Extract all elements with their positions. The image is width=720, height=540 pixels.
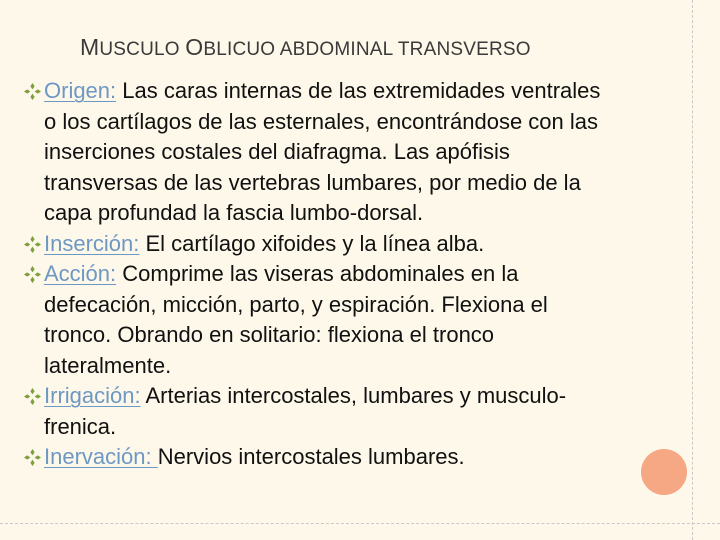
title-cap-2: O xyxy=(185,34,204,60)
diamond-bullet-icon xyxy=(24,236,41,253)
label-irrigacion: Irrigación: xyxy=(44,383,141,408)
list-item-inervacion xyxy=(24,442,720,473)
bullet-list xyxy=(24,76,720,473)
horizontal-dashed-divider xyxy=(0,523,720,524)
accion-text-1: Comprime las viseras abdominales en la xyxy=(116,261,519,286)
origen-text-1: Las caras internas de las extremidades ventrales xyxy=(116,78,601,103)
label-origen: Origen: xyxy=(44,78,117,103)
label-insercion: Inserción: xyxy=(44,230,140,256)
title-rest-2: BLICUO ABDOMINAL TRANSVERSO xyxy=(203,39,531,60)
insercion-text-1: El cartílago xifoides y la línea alba. xyxy=(139,230,485,256)
list-item-accion xyxy=(24,259,720,381)
diamond-bullet-icon xyxy=(24,83,41,100)
accion-text-2: defecación, micción, parto, y espiración. Flexiona el xyxy=(44,291,548,317)
label-inervacion: Inervación: xyxy=(44,444,158,469)
title-rest-1: USCULO xyxy=(99,39,186,60)
title-cap-1: M xyxy=(80,34,100,60)
origen-text-3: inserciones costales del diafragma. Las apófisis xyxy=(44,139,510,164)
irrigacion-text-1: Arterias intercostales, lumbares y musculo- xyxy=(140,383,567,408)
decorative-circle xyxy=(641,449,687,495)
list-item-origen xyxy=(24,76,720,229)
inervacion-text-1: Nervios intercostales lumbares. xyxy=(157,444,465,469)
list-item-irrigacion xyxy=(24,381,720,442)
origen-text-5: capa profundad la fascia lumbo-dorsal. xyxy=(44,200,424,225)
origen-text-2: o los cartílagos de las esternales, encontrándose con las xyxy=(44,108,598,134)
diamond-bullet-icon xyxy=(24,266,41,283)
label-accion: Acción: xyxy=(44,261,117,286)
origen-text-4: transversas de las vertebras lumbares, por medio de la xyxy=(44,169,581,195)
diamond-bullet-icon xyxy=(24,449,41,466)
diamond-bullet-icon xyxy=(24,388,41,405)
slide-title xyxy=(80,34,531,61)
irrigacion-text-2: frenica. xyxy=(44,413,117,439)
list-item-insercion xyxy=(24,229,720,260)
accion-text-4: lateralmente. xyxy=(44,352,172,378)
accion-text-3: tronco. Obrando en solitario: flexiona el tronco xyxy=(44,322,495,347)
